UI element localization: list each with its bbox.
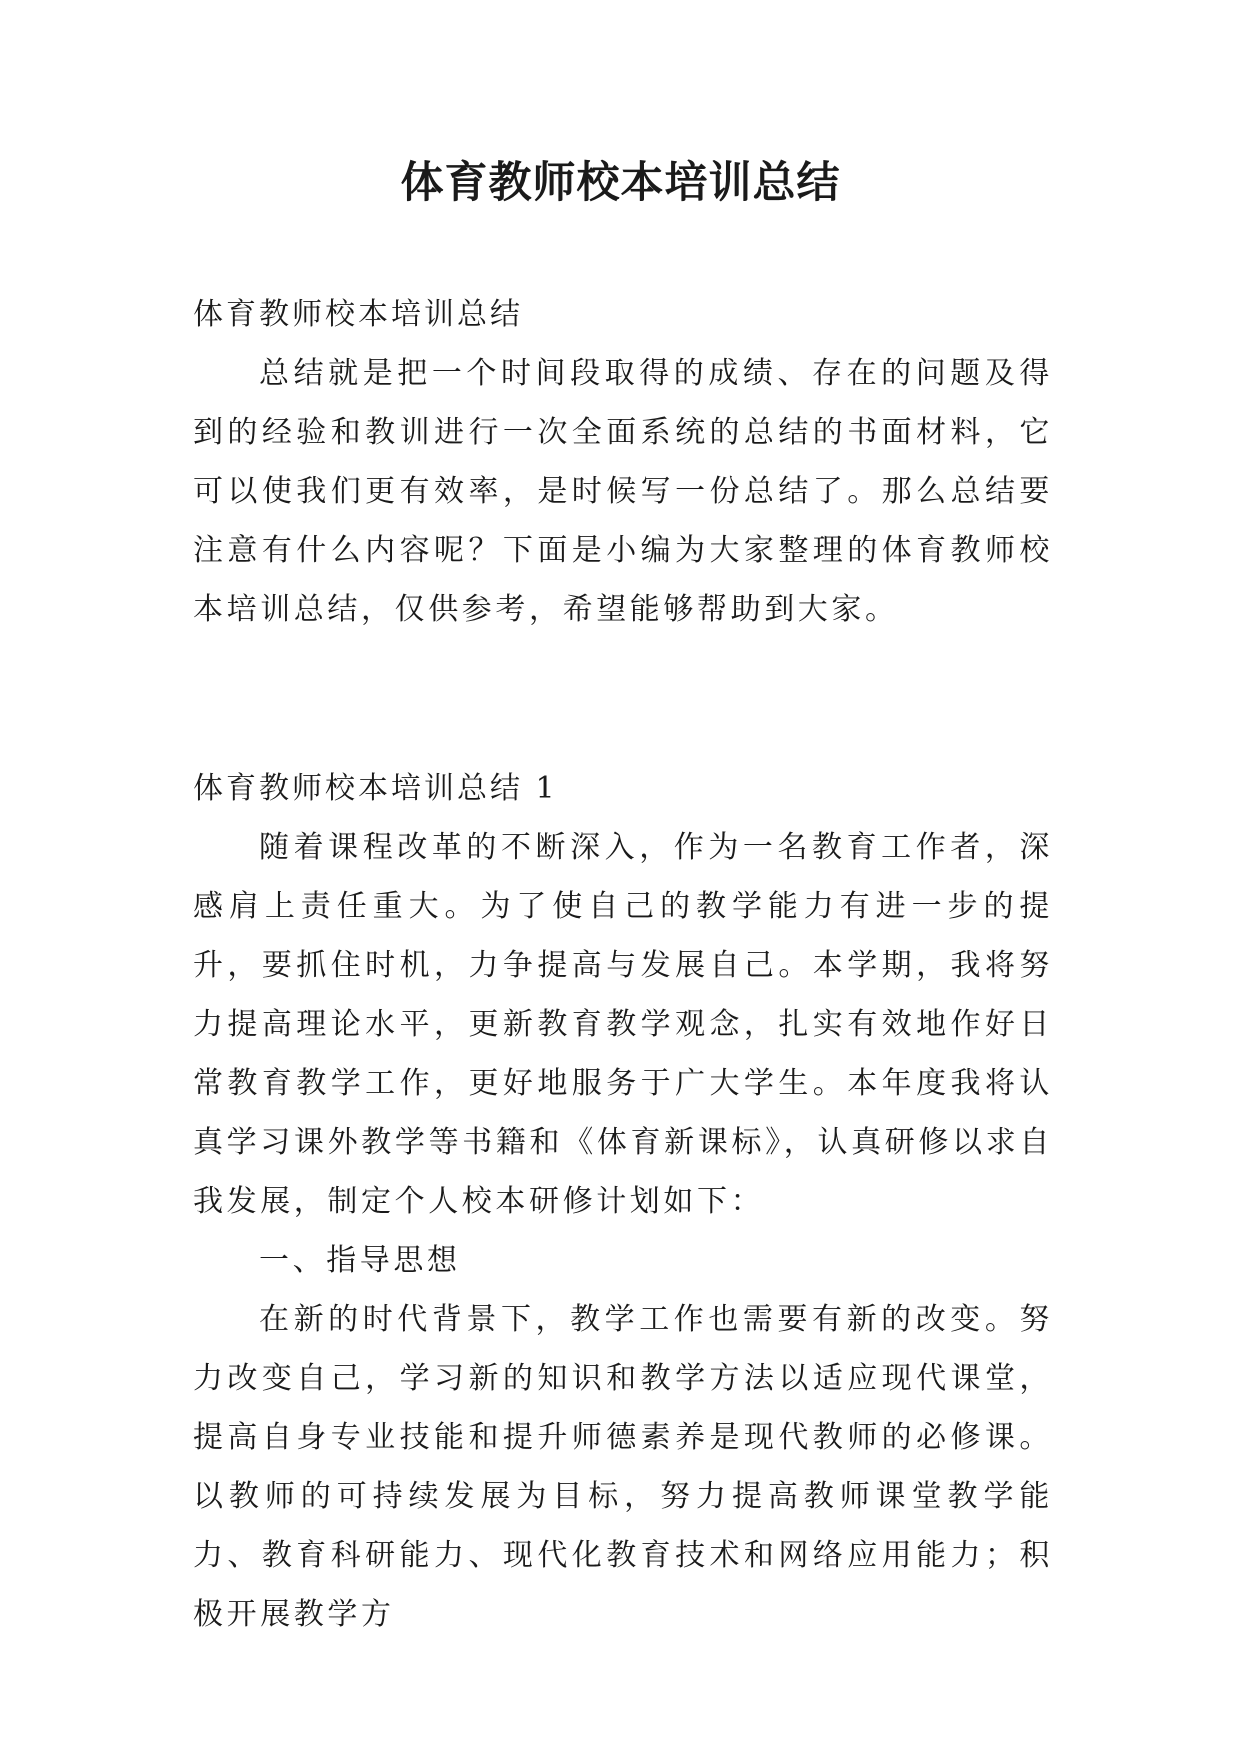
intro-heading: 体育教师校本培训总结 (193, 297, 523, 332)
section-1-heading: 体育教师校本培训总结 1 (193, 771, 558, 806)
section-1-paragraph-2: 在新的时代背景下，教学工作也需要有新的改变。努力改变自己，学习新的知识和教学方法以适应现代课堂，提高自身专业技能和提升师德素养是现代教师的必修课。以教师的可持续发展为目标，努力提高教师课堂教学能力、教育科研能力、现代化教育技术和网络应用能力；积极开展教学方 (193, 1302, 1053, 1632)
intro-paragraph: 总结就是把一个时间段取得的成绩、存在的问题及得到的经验和教训进行一次全面系统的总结的书面材料，它可以使我们更有效率，是时候写一份总结了。那么总结要注意有什么内容呢？下面是小编为大家整理的体育教师校本培训总结，仅供参考，希望能够帮助到大家。 (193, 356, 1053, 627)
section-1-block (193, 759, 1053, 1644)
intro-block (193, 285, 1053, 639)
document-title: 体育教师校本培训总结 (400, 158, 841, 208)
section-1-paragraph-1: 随着课程改革的不断深入，作为一名教育工作者，深感肩上责任重大。为了使自己的教学能力有进一步的提升，要抓住时机，力争提高与发展自己。本学期，我将努力提高理论水平，更新教育教学观念，扎实有效地作好日常教育教学工作，更好地服务于广大学生。本年度我将认真学习课外教学等书籍和《体育新课标》，认真研修以求自我发展，制定个人校本研修计划如下： (193, 830, 1053, 1219)
section-1-subheading: 一、指导思想 (259, 1243, 461, 1278)
